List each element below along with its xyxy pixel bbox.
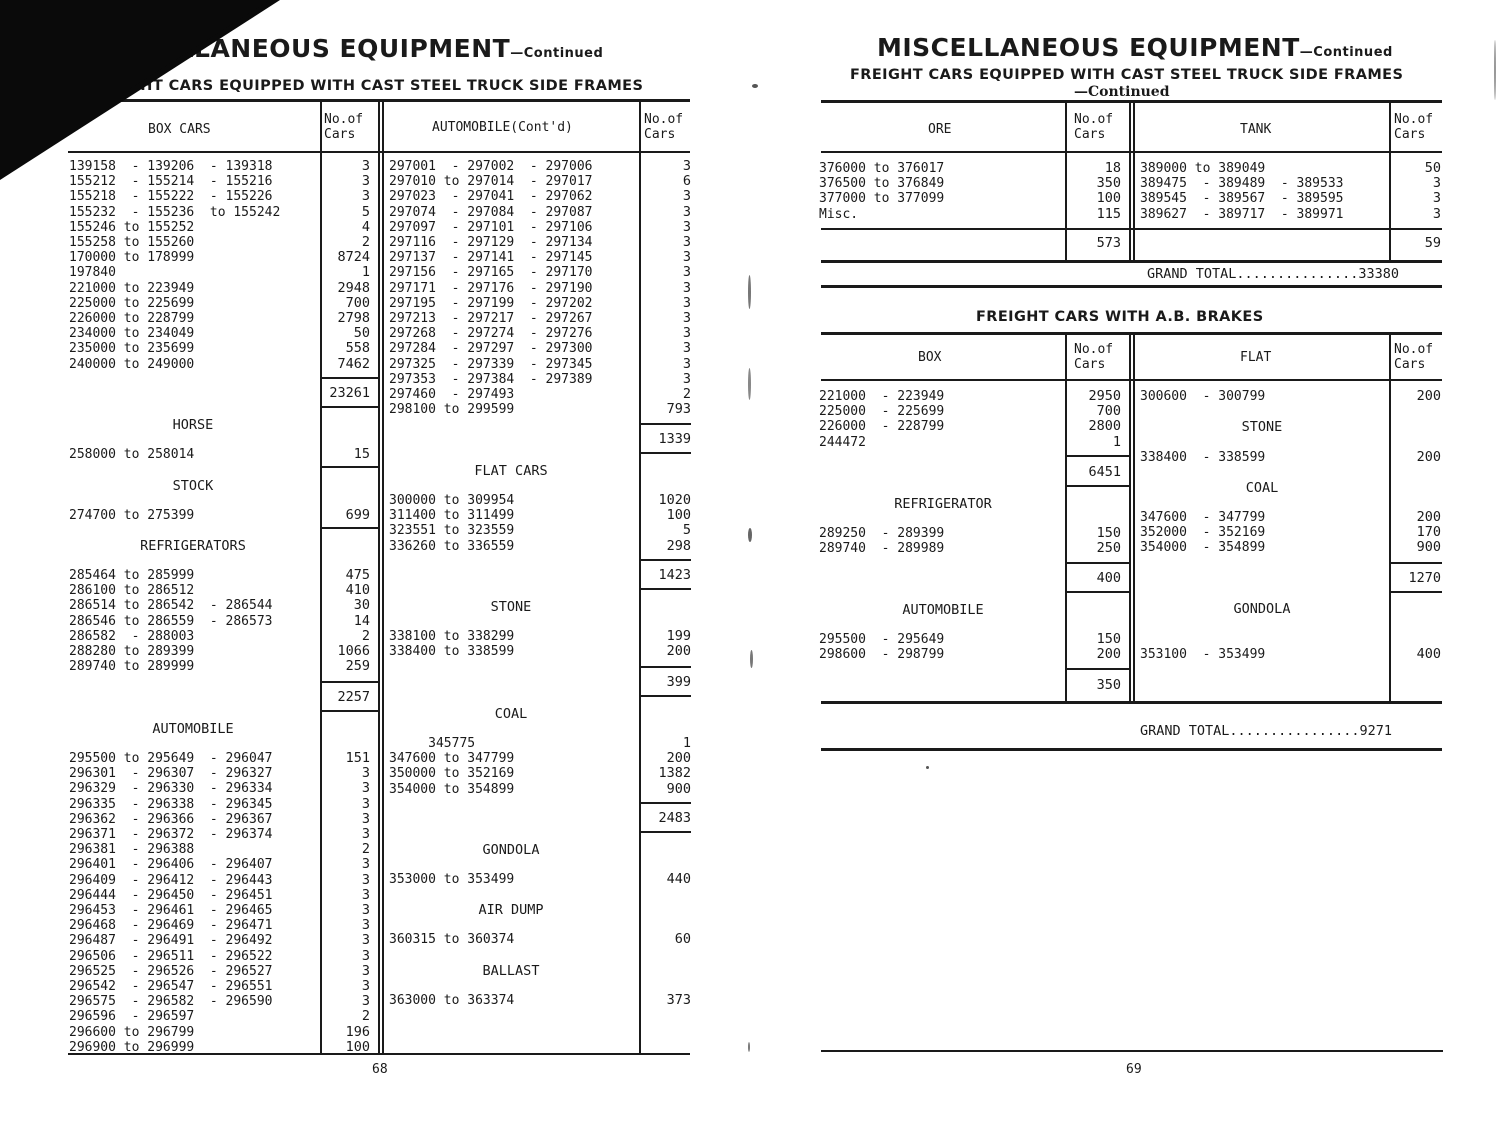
header-box: BOX bbox=[918, 350, 942, 365]
tank-counts: 50 3 3 3 bbox=[1424, 160, 1441, 222]
ab-automobile-counts: 150 200 bbox=[1096, 631, 1121, 663]
box-cars-ranges: 139158 - 139206 - 139318 155212 - 155214 - 155216 155218 - 155222 - 155226 155232 - 155236 to 155242 155246 to 155252 155258 to 155260 170000 to 178999 197840 221000 to 223949 225000 to 225699 226000 to 228799 234000 to 234049 235000 to 235699 240000 to 249000 bbox=[69, 159, 281, 372]
section-automobile: AUTOMOBILE bbox=[902, 602, 984, 618]
subtotal-rule bbox=[1067, 562, 1129, 564]
ab-coal-total: 1270 bbox=[1408, 570, 1441, 586]
header-count: No.of Cars bbox=[1074, 342, 1114, 372]
column-divider bbox=[1129, 334, 1131, 701]
stone-counts: 199 200 bbox=[666, 628, 691, 660]
column-divider bbox=[1389, 334, 1391, 701]
section-refrigerator: REFRIGERATOR bbox=[894, 496, 992, 512]
header-rule bbox=[821, 151, 1442, 153]
page-number: 69 bbox=[1126, 1062, 1142, 1077]
page-subtitle-continued: —Continued bbox=[1074, 84, 1170, 100]
scan-corner-shadow bbox=[120, 0, 270, 95]
column-divider bbox=[320, 101, 322, 1054]
gondola-counts: 440 bbox=[666, 871, 691, 887]
header-flat: FLAT bbox=[1240, 350, 1272, 365]
header-count: No.of Cars bbox=[1394, 112, 1434, 142]
ab-automobile-total: 350 bbox=[1096, 677, 1121, 693]
section-automobile: AUTOMOBILE bbox=[152, 721, 234, 737]
flat-cars-total: 1423 bbox=[658, 567, 691, 583]
ab-stone-counts: 200 bbox=[1416, 449, 1441, 465]
ab-flat-ranges: 300600 - 300799 bbox=[1140, 389, 1266, 404]
subtotal-rule bbox=[641, 423, 691, 425]
table-bottom-rule bbox=[821, 260, 1442, 263]
section-coal: COAL bbox=[494, 706, 528, 722]
page-title: MISCELLANEOUS EQUIPMENT—Continued bbox=[877, 33, 1393, 62]
subtotal-rule bbox=[641, 831, 691, 833]
subtotal-rule bbox=[641, 588, 691, 590]
ab-refrigerator-ranges: 289250 - 289399 289740 - 289989 bbox=[819, 526, 945, 557]
header-automobile-contd: AUTOMOBILE(Cont'd) bbox=[432, 120, 573, 135]
section-refrigerators: REFRIGERATORS bbox=[140, 538, 246, 554]
ab-refrigerator-total: 400 bbox=[1096, 570, 1121, 586]
subtotal-rule bbox=[322, 406, 378, 408]
ab-gondola-counts: 400 bbox=[1416, 646, 1441, 662]
page-number: 68 bbox=[372, 1062, 388, 1077]
ab-refrigerator-counts: 150 250 bbox=[1096, 525, 1121, 557]
section-coal: COAL bbox=[1245, 480, 1279, 496]
subtotal-rule bbox=[1067, 455, 1129, 457]
section-stone: STONE bbox=[490, 599, 532, 615]
ab-coal-counts: 200 170 900 bbox=[1416, 509, 1441, 556]
automobile-contd-ranges: 297001 - 297002 - 297006 297010 to 297014 - 297017 297023 - 297041 - 297062 297074 - 297084 - 297087 297097 - 297101 - 297106 297116 - 297129 - 297134 297137 - 297141 - 297145 297156 - 297165 - 297170 297171 - 297176 - 297190 297195 - 297199 - 297202 297213 - 297217 - 297267 297268 - 297274 - 297276 297284 - 297297 - 297300 297325 - 297339 - 297345 297353 - 297384 - 297389 297460 - 297493 298100 to 299599 bbox=[389, 159, 593, 418]
coal-total: 2483 bbox=[658, 810, 691, 826]
ab-box-total: 6451 bbox=[1088, 464, 1121, 480]
subtotal-rule bbox=[322, 377, 378, 379]
header-count: No.of Cars bbox=[644, 112, 684, 142]
tank-total: 59 bbox=[1424, 235, 1441, 251]
section-stock: STOCK bbox=[172, 478, 214, 494]
subtotal-rule bbox=[1067, 668, 1129, 670]
horse-counts: 15 bbox=[353, 446, 370, 462]
subtotal-rule bbox=[322, 681, 378, 683]
coal-counts: 1 200 1382 900 bbox=[658, 735, 691, 797]
ab-box-ranges: 221000 - 223949 225000 - 225699 226000 - 228799 244472 bbox=[819, 389, 945, 450]
ballast-ranges: 363000 to 363374 bbox=[389, 993, 515, 1008]
header-tank: TANK bbox=[1240, 122, 1272, 137]
automobile-ranges: 295500 to 295649 - 296047 296301 - 296307 - 296327 296329 - 296330 - 296334 296335 - 296338 - 296345 296362 - 296366 - 296367 296371 - 296372 - 296374 296381 - 296388 296401 - 296406 - 296407 296409 - 296412 - 296443 296444 - 296450 - 296451 296453 - 296461 - 296465 296468 - 296469 - 296471 296487 - 296491 - 296492 296506 - 296511 - 296522 296525 - 296526 - 296527 296542 - 296547 - 296551 296575 - 296582 - 296590 296596 - 296597 296600 to 296799 296900 to 296999 bbox=[69, 751, 273, 1055]
stock-counts: 699 bbox=[345, 507, 370, 523]
box-cars-total: 23261 bbox=[329, 385, 370, 401]
refrigerators-ranges: 285464 to 285999 286100 to 286512 286514 to 286542 - 286544 286546 to 286559 - 286573 286582 - 288003 288280 to 289399 289740 to 289999 bbox=[69, 568, 273, 675]
column-divider bbox=[1129, 102, 1131, 260]
tank-ranges: 389000 to 389049 389475 - 389489 - 389533 389545 - 389567 - 389595 389627 - 389717 - 389971 bbox=[1140, 161, 1344, 222]
gondola-ranges: 353000 to 353499 bbox=[389, 872, 515, 887]
page-title: ELLANEOUS EQUIPMENT—Continued bbox=[160, 34, 604, 63]
stone-total: 399 bbox=[666, 674, 691, 690]
table-bottom-rule bbox=[821, 701, 1442, 704]
air-dump-counts: 60 bbox=[674, 931, 691, 947]
ab-box-counts: 2950 700 2800 1 bbox=[1088, 388, 1121, 450]
automobile-contd-counts: 3 6 3 3 3 3 3 3 3 3 3 3 3 3 3 2 793 bbox=[666, 158, 691, 418]
table-top-rule bbox=[821, 100, 1442, 103]
subtotal-rule bbox=[641, 695, 691, 697]
scan-speck bbox=[926, 766, 929, 769]
section-flat-cars: FLAT CARS bbox=[474, 463, 548, 479]
subtotal-rule bbox=[1391, 562, 1442, 564]
ab-grand-total: GRAND TOTAL................9271 bbox=[1140, 723, 1392, 739]
horse-ranges: 258000 to 258014 bbox=[69, 447, 195, 462]
section-stone: STONE bbox=[1241, 419, 1283, 435]
refrigerators-total: 2257 bbox=[337, 689, 370, 705]
ore-counts: 18 350 100 115 bbox=[1096, 160, 1121, 222]
page-subtitle: GHT CARS EQUIPPED WITH CAST STEEL TRUCK SIDE FRAMES bbox=[128, 78, 644, 94]
subtotal-rule bbox=[322, 710, 378, 712]
ab-coal-ranges: 347600 - 347799 352000 - 352169 354000 - 354899 bbox=[1140, 510, 1266, 556]
section-gondola: GONDOLA bbox=[482, 842, 540, 858]
footer-rule bbox=[821, 1050, 1443, 1052]
grand-total-rule bbox=[821, 748, 1442, 751]
column-divider bbox=[1133, 334, 1135, 701]
grand-total-rule bbox=[821, 285, 1442, 288]
column-divider bbox=[1133, 102, 1135, 260]
flat-cars-counts: 1020 100 5 298 bbox=[658, 492, 691, 554]
column-divider bbox=[1065, 102, 1067, 260]
air-dump-ranges: 360315 to 360374 bbox=[389, 932, 515, 947]
ab-stone-ranges: 338400 - 338599 bbox=[1140, 450, 1266, 465]
ballast-counts: 373 bbox=[666, 992, 691, 1008]
subtotal-rule bbox=[821, 228, 1442, 230]
subtotal-rule bbox=[641, 802, 691, 804]
subtotal-rule bbox=[322, 466, 378, 468]
subtotal-rule bbox=[641, 452, 691, 454]
grand-total: GRAND TOTAL...............33380 bbox=[1147, 266, 1399, 282]
ab-brakes-title: FREIGHT CARS WITH A.B. BRAKES bbox=[976, 309, 1264, 325]
header-rule bbox=[821, 379, 1442, 381]
section-gondola: GONDOLA bbox=[1233, 601, 1291, 617]
flat-cars-ranges: 300000 to 309954 311400 to 311499 323551 to 323559 336260 to 336559 bbox=[389, 493, 515, 554]
section-ballast: BALLAST bbox=[482, 963, 540, 979]
ab-gondola-ranges: 353100 - 353499 bbox=[1140, 647, 1266, 662]
subtotal-rule bbox=[641, 666, 691, 668]
column-divider bbox=[1065, 334, 1067, 701]
right-page bbox=[750, 0, 1500, 1141]
subtotal-rule bbox=[1391, 591, 1442, 593]
subtotal-rule bbox=[322, 527, 378, 529]
automobile-counts: 151 3 3 3 3 3 2 3 3 3 3 3 3 3 3 3 3 2 196 100 bbox=[345, 750, 370, 1055]
stock-ranges: 274700 to 275399 bbox=[69, 508, 195, 523]
ore-total: 573 bbox=[1096, 235, 1121, 251]
section-air-dump: AIR DUMP bbox=[478, 902, 544, 918]
ab-automobile-ranges: 295500 - 295649 298600 - 298799 bbox=[819, 632, 945, 663]
subtotal-rule bbox=[641, 559, 691, 561]
section-horse: HORSE bbox=[172, 417, 214, 433]
page-subtitle: FREIGHT CARS EQUIPPED WITH CAST STEEL TRUCK SIDE FRAMES bbox=[850, 67, 1404, 83]
subtotal-rule bbox=[1067, 591, 1129, 593]
ab-flat-counts: 200 bbox=[1416, 388, 1441, 404]
automobile-contd-total: 1339 bbox=[658, 431, 691, 447]
coal-ranges: 345775 347600 to 347799 350000 to 352169 354000 to 354899 bbox=[389, 736, 515, 797]
header-count: No.of Cars bbox=[1074, 112, 1114, 142]
column-divider bbox=[378, 101, 380, 1054]
stone-ranges: 338100 to 338299 338400 to 338599 bbox=[389, 629, 515, 660]
box-cars-counts: 3 3 3 5 4 2 8724 1 2948 700 2798 50 558 7462 bbox=[337, 158, 370, 372]
column-divider bbox=[639, 101, 641, 1054]
ore-ranges: 376000 to 376017 376500 to 376849 377000 to 377099 Misc. bbox=[819, 161, 945, 222]
scan-speck bbox=[1494, 40, 1496, 100]
table-top-rule bbox=[821, 332, 1442, 335]
header-ore: ORE bbox=[928, 122, 952, 137]
subtotal-rule bbox=[1067, 485, 1129, 487]
column-divider bbox=[1389, 102, 1391, 260]
header-box-cars: BOX CARS bbox=[148, 122, 211, 137]
refrigerators-counts: 475 410 30 14 2 1066 259 bbox=[337, 567, 370, 675]
header-count: No.of Cars bbox=[324, 112, 364, 142]
header-count: No.of Cars bbox=[1394, 342, 1434, 372]
